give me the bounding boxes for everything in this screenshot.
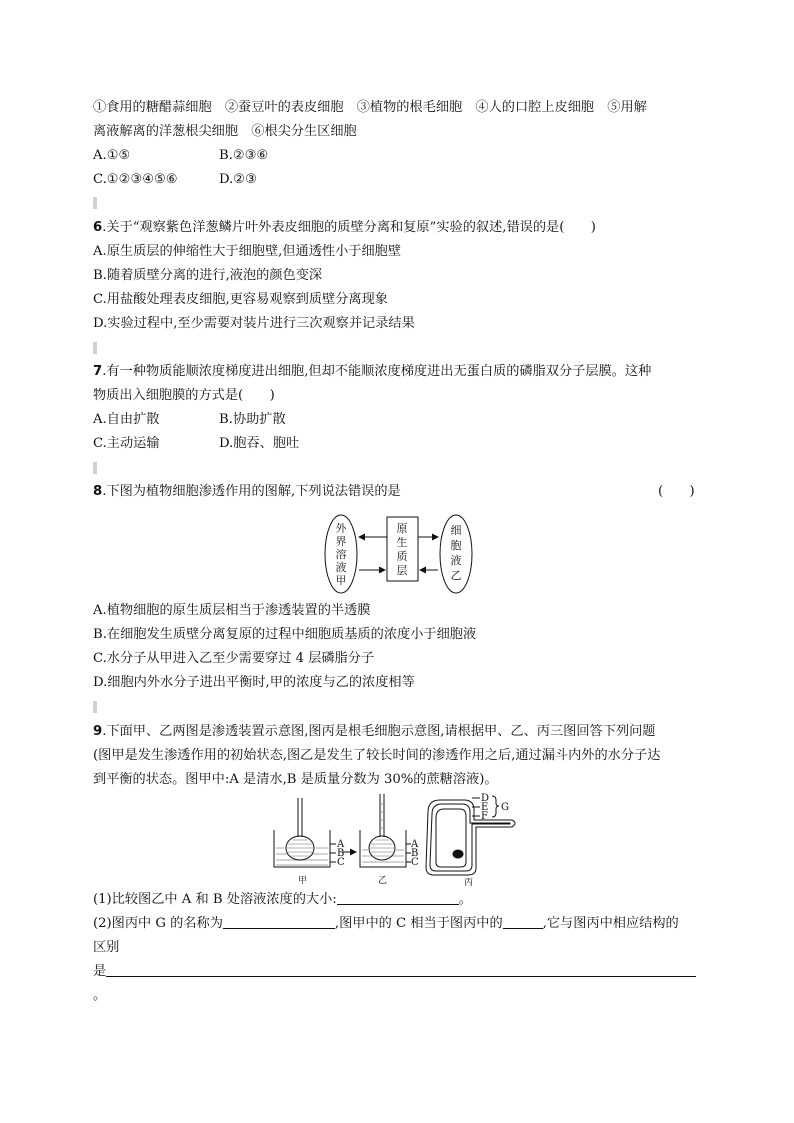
q5-option-d: D.②③: [219, 172, 257, 187]
bing-label-f: F: [481, 811, 488, 822]
q6-number: 6: [93, 220, 103, 235]
q5-option-a: A.①⑤: [93, 148, 131, 163]
label-sap-3: 液: [450, 554, 462, 567]
q7-option-c: C.主动运输: [93, 436, 160, 451]
label-outer-3: 溶: [335, 548, 347, 561]
apparatus-yi: [360, 794, 411, 867]
label-mid-3: 质: [396, 550, 408, 563]
q9-stem-3: 到平衡的状态。图甲中:A 是清水,B 是质量分数为 30%的蔗糖溶液)。: [93, 772, 498, 787]
q8-option-c: C.水分子从甲进入乙至少需要穿过 4 层磷脂分子: [93, 651, 375, 666]
label-outer-4: 液: [335, 561, 347, 574]
yi-label-c: C: [411, 857, 419, 868]
q6-stem: [93, 218, 596, 238]
label-mid-2: 生: [396, 536, 408, 549]
q7-stem-1: [93, 362, 651, 382]
answer-blank-1[interactable]: [337, 890, 459, 905]
q5-option-b: B.②③⑥: [219, 148, 269, 163]
jia-label-b: B: [337, 848, 345, 859]
yi-label-a: A: [411, 839, 419, 850]
q9-stem-1: [93, 722, 655, 742]
q8-option-d: D.细胞内外水分子进出平衡时,甲的浓度与乙的浓度相等: [93, 675, 415, 690]
label-outer-2: 界: [335, 535, 347, 548]
label-mid-4: 层: [396, 564, 408, 577]
label-sap-2: 胞: [450, 539, 462, 552]
q8-stem-text: .下图为植物细胞渗透作用的图解,下列说法错误的是: [102, 484, 401, 499]
q7-option-d: D.胞吞、胞吐: [219, 436, 300, 451]
bing-label-d: D: [481, 793, 490, 804]
q9-sub-2: [93, 914, 679, 934]
q7-stem-text: .有一种物质能顺浓度梯度进出细胞,但却不能顺浓度梯度进出无蛋白质的磷脂双分子层膜。这种: [102, 364, 652, 379]
q7-stem-2: 物质出入细胞膜的方式是( ): [93, 388, 275, 403]
caption-bing: 丙: [464, 878, 474, 888]
q9-stem-2: (图甲是发生渗透作用的初始状态,图乙是发生了较长时间的渗透作用之后,通过漏斗内外的水分子达: [93, 748, 661, 763]
q9-sub2-end: 。: [93, 988, 107, 1003]
q7-option-b: B.协助扩散: [219, 412, 286, 427]
osmosis-apparatus-figure: [272, 790, 526, 888]
osmosis-diagram: [320, 512, 490, 596]
q9-sub-1: [93, 890, 472, 910]
answer-blank-3[interactable]: [503, 914, 543, 929]
q9-sub2-text-b: ,图甲中的 C 相当于图丙中的: [334, 916, 503, 931]
apparatus-jia: [274, 798, 336, 867]
caption-yi: 乙: [378, 876, 388, 886]
jia-label-a: A: [337, 839, 345, 850]
q6-option-d: D.实验过程中,至少需要对装片进行三次观察并记录结果: [93, 316, 415, 331]
q8-stem: [93, 482, 401, 502]
q9-sub1-text: (1)比较图乙中 A 和 B 处溶液浓度的大小:: [93, 892, 337, 907]
bing-label-e: E: [481, 802, 489, 813]
q8-option-b: B.在细胞发生质壁分离复原的过程中细胞质基质的浓度小于细胞液: [93, 627, 477, 642]
label-sap-1: 细: [450, 524, 462, 537]
jia-label-c: C: [337, 857, 345, 868]
q5-option-c: C.①②③④⑤⑥: [93, 172, 178, 187]
label-sap-4: 乙: [450, 569, 462, 582]
label-outer-5: 甲: [335, 574, 347, 587]
label-mid-1: 原: [396, 522, 408, 535]
bing-label-g: G: [501, 802, 509, 813]
separator-mark: [93, 701, 97, 713]
q9-sub2-line-2: 区别: [93, 940, 120, 955]
separator-mark: [93, 197, 97, 209]
q9-number: 9: [93, 724, 103, 739]
separator-mark: [93, 462, 97, 474]
answer-blank-4[interactable]: [106, 962, 696, 977]
q7-option-a: A.自由扩散: [93, 412, 160, 427]
q9-sub2-text-a: (2)图丙中 G 的名称为: [93, 916, 223, 931]
q9-sub2-line-3: [93, 962, 696, 982]
q5-line-1: ①食用的糖醋蒜细胞 ②蚕豆叶的表皮细胞 ③植物的根毛细胞 ④人的口腔上皮细胞 ⑤用解: [93, 100, 647, 115]
q6-option-c: C.用盐酸处理表皮细胞,更容易观察到质壁分离现象: [93, 292, 388, 307]
q8-number: 8: [93, 484, 103, 499]
answer-blank-2[interactable]: [223, 914, 335, 929]
q9-stem-text: .下面甲、乙两图是渗透装置示意图,图丙是根毛细胞示意图,请根据甲、乙、丙三图回答下列问题: [102, 724, 656, 739]
q6-option-b: B.随着质壁分离的进行,液泡的颜色变深: [93, 268, 323, 283]
caption-jia: 甲: [298, 876, 308, 886]
yi-label-b: B: [411, 848, 419, 859]
q9-sub2-text-c: ,它与图丙中相应结构的: [542, 916, 679, 931]
separator-mark: [93, 342, 97, 354]
label-outer-1: 外: [335, 522, 347, 535]
q8-option-a: A.植物细胞的原生质层相当于渗透装置的半透膜: [93, 603, 371, 618]
q9-sub2-text-e: 是: [93, 964, 107, 979]
q9-sub1-end: 。: [458, 892, 472, 907]
q7-number: 7: [93, 364, 103, 379]
q5-line-2: 离液解离的洋葱根尖细胞 ⑥根尖分生区细胞: [93, 124, 357, 139]
q6-stem-text: .关于“观察紫色洋葱鳞片叶外表皮细胞的质壁分离和复原”实验的叙述,错误的是( ): [102, 220, 596, 235]
q8-answer-paren: ( ): [658, 484, 695, 499]
q6-option-a: A.原生质层的伸缩性大于细胞壁,但通透性小于细胞壁: [93, 244, 402, 259]
